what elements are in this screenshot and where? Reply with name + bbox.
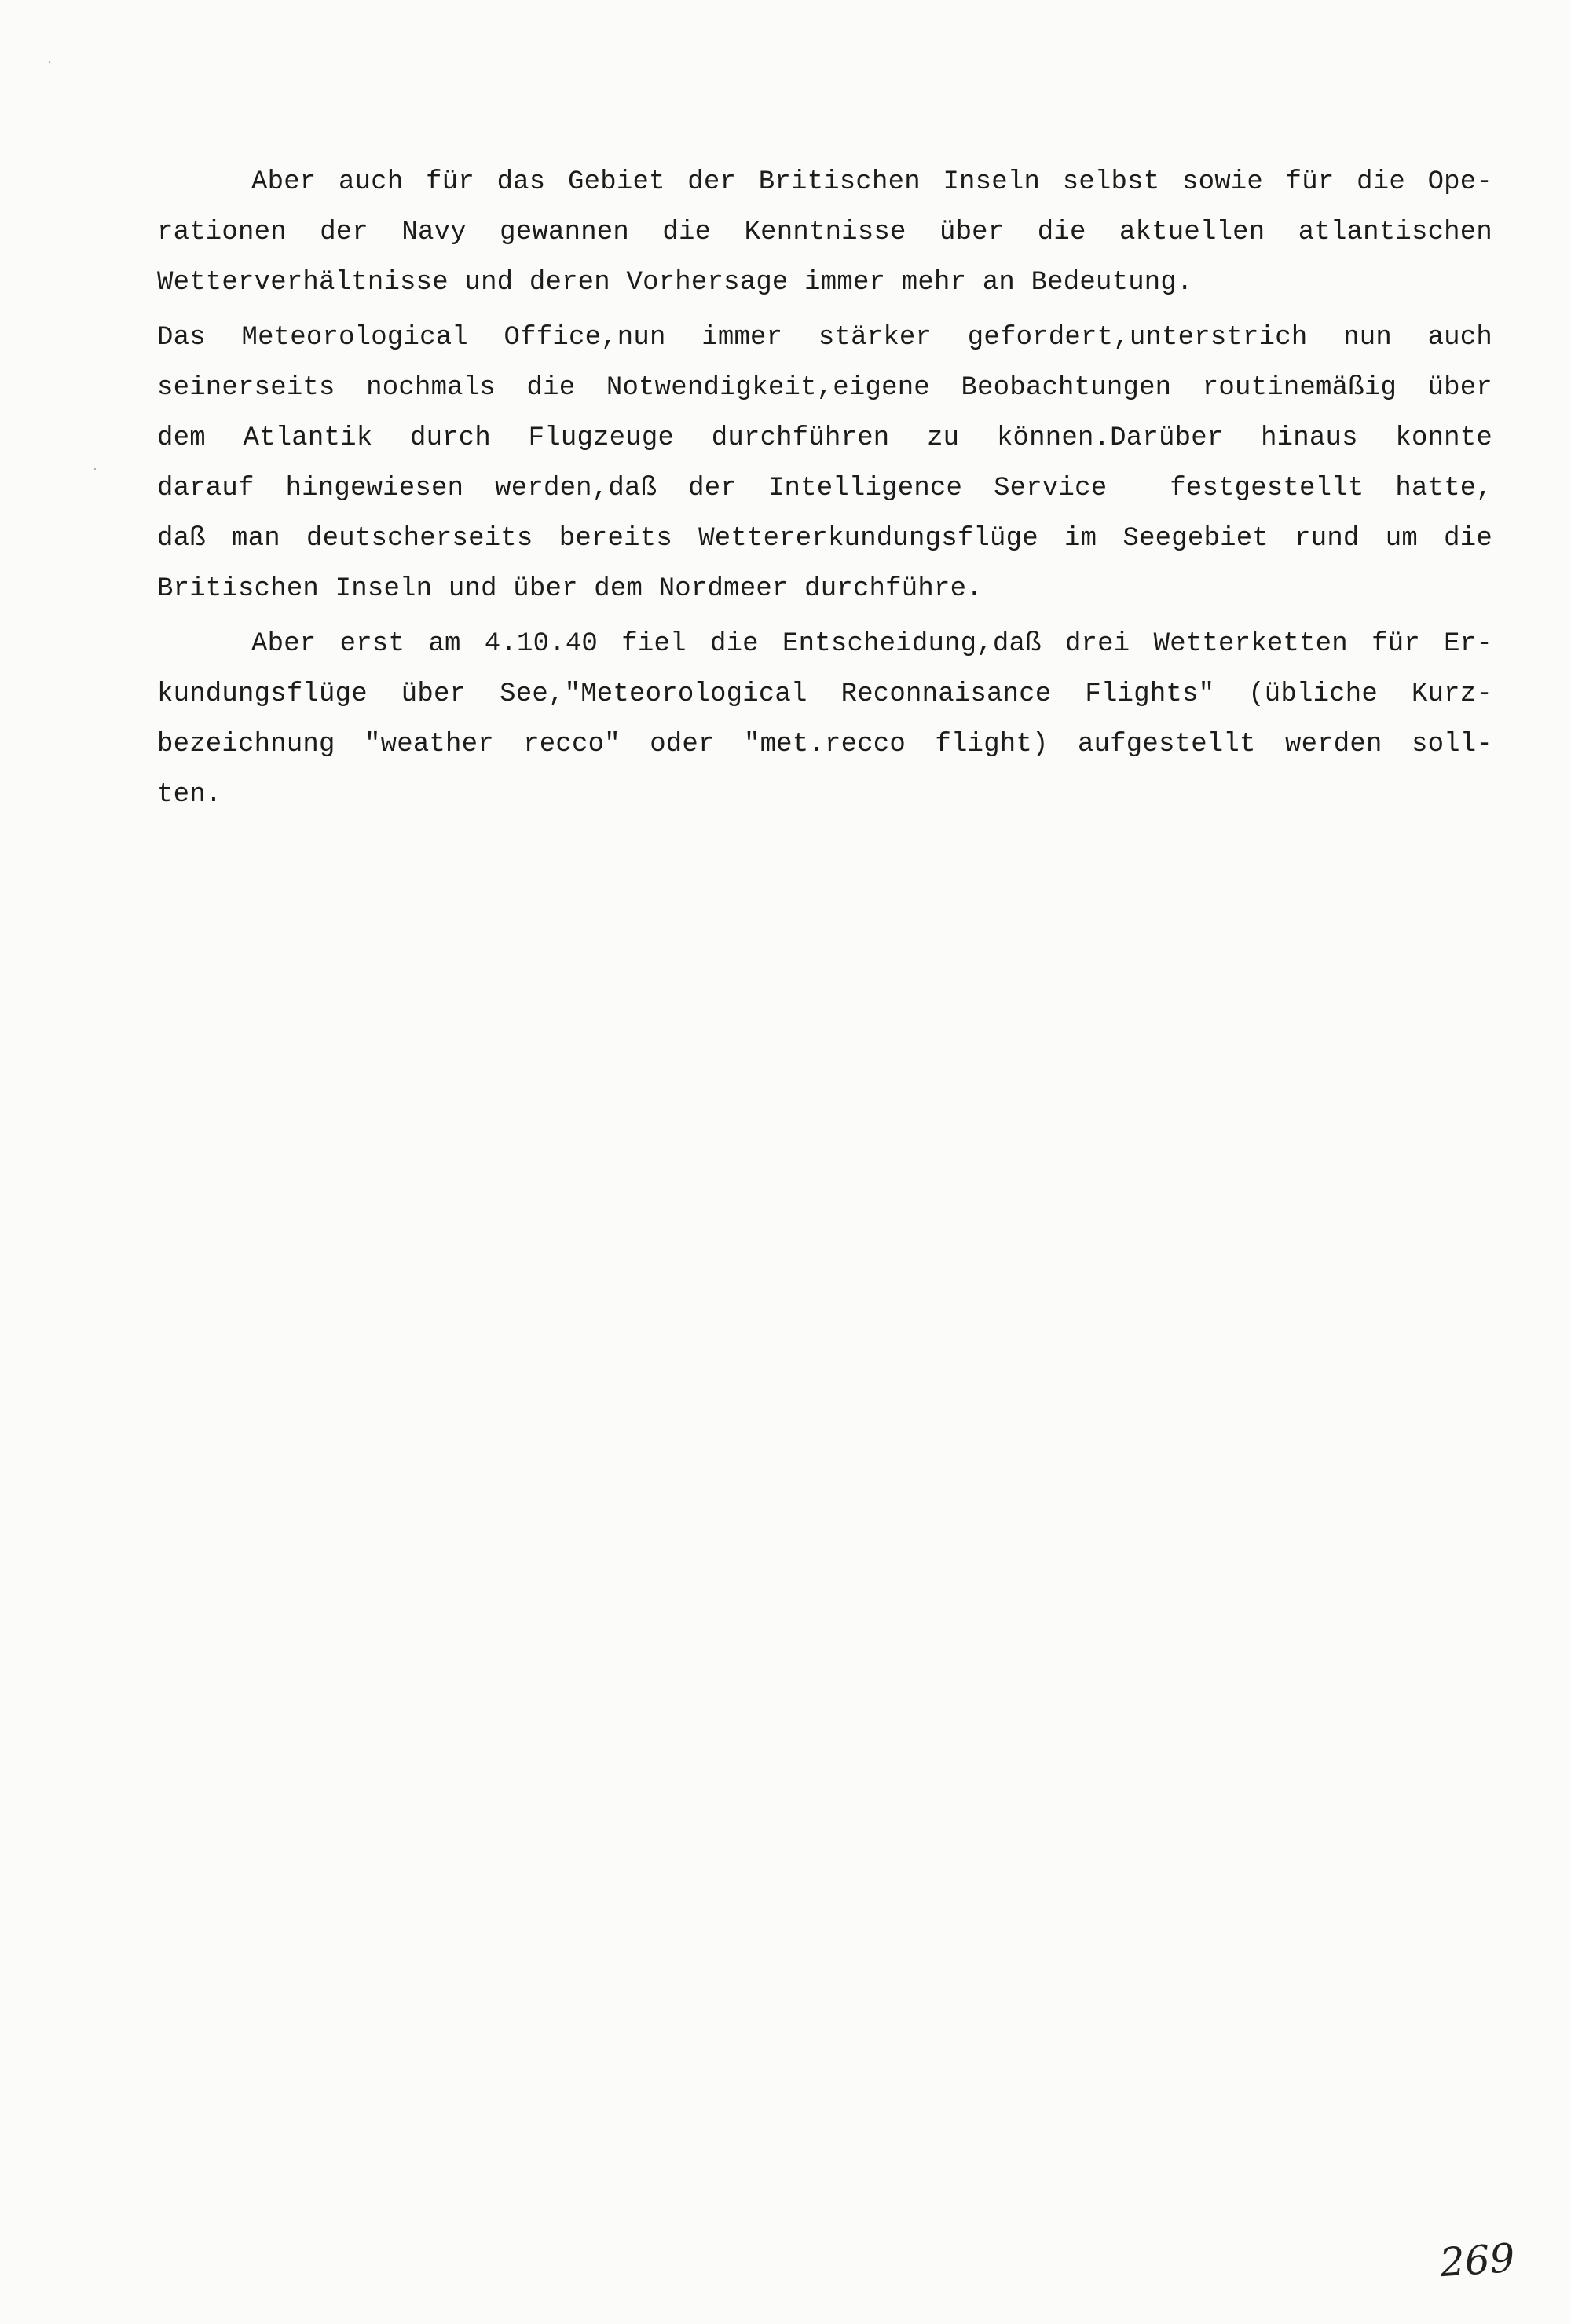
text-line: bezeichnung "weather recco" oder "met.recco flight) aufgestellt werden soll-	[157, 730, 1492, 759]
paragraph-1	[157, 157, 1492, 308]
page-number: 269	[1437, 2234, 1516, 2286]
text-line: Das Meteorological Office,nun immer stärker gefordert,unterstrich nun auch	[157, 323, 1492, 353]
text-line: darauf hingewiesen werden,daß der Intelligence Service festgestellt hatte,	[157, 474, 1492, 503]
paragraph-3	[157, 619, 1492, 820]
scan-speck	[49, 61, 50, 63]
text-line: seinerseits nochmals die Notwendigkeit,eigene Beobachtungen routinemäßig über	[157, 373, 1492, 403]
text-line: ten.	[157, 780, 222, 810]
text-line: Wetterverhältnisse und deren Vorhersage immer mehr an Bedeutung.	[157, 268, 1193, 298]
text-line: Aber auch für das Gebiet der Britischen Inseln selbst sowie für die Ope-	[251, 167, 1492, 197]
text-line: Aber erst am 4.10.40 fiel die Entscheidung,daß drei Wetterketten für Er-	[251, 629, 1492, 659]
text-line: daß man deutscherseits bereits Wettererkundungsflüge im Seegebiet rund um die	[157, 524, 1492, 554]
text-line: rationen der Navy gewannen die Kenntnisse über die aktuellen atlantischen	[157, 218, 1492, 247]
text-line: dem Atlantik durch Flugzeuge durchführen zu können.Darüber hinaus konnte	[157, 423, 1492, 453]
text-line: Britischen Inseln und über dem Nordmeer durchführe.	[157, 574, 983, 604]
body-text	[157, 157, 1492, 820]
scan-speck	[94, 468, 96, 470]
text-line: kundungsflüge über See,"Meteorological Reconnaisance Flights" (übliche Kurz-	[157, 679, 1492, 709]
paragraph-2	[157, 313, 1492, 614]
